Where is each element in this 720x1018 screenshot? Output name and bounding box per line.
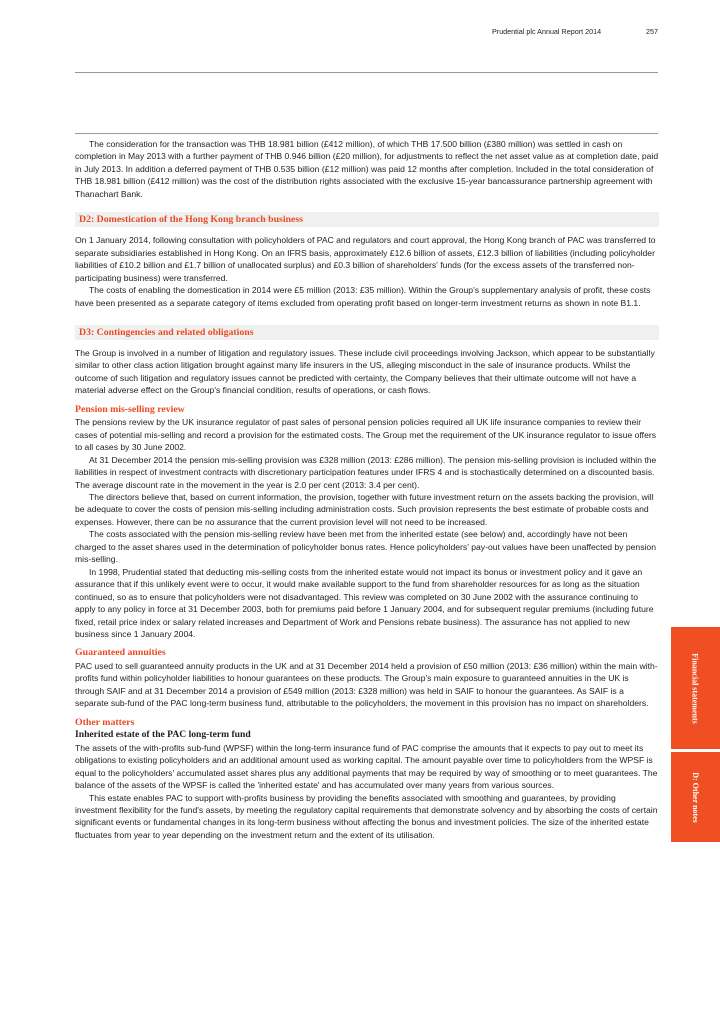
pension-heading: Pension mis-selling review	[75, 403, 185, 415]
financial-statements-tab-label: Financial statements	[691, 652, 700, 724]
pension-paragraph-1: The pensions review by the UK insurance regulator of past sales of personal pension policies required all UK life insurance companies to review their cases of potential mis-selling and record a provision for the estimated costs. The Group met the requirement of the UK insurance regulator to issue offers to all cases by 30 June 2002.	[75, 417, 657, 453]
intro-paragraph: The consideration for the transaction was THB 18.981 billion (£412 million), of which THB 17.500 billion (£380 million) was settled in cash on completion in May 2013 with a further payment of THB 0.946 billion (£20 million), for adjustments to reflect the net asset value as at completion date, paid in July 2013. In addition a deferred payment of THB 0.535 billion (£12 million) was paid 12 months after completion. Included in the total consideration of THB 18.981 billion (£412 million) was the cost of the distribution rights associated with the exclusive 15-year bancassurance partnership agreement with Thanachart Bank.	[75, 139, 659, 199]
main-content	[75, 138, 659, 841]
inherited-estate-paragraph-2: This estate enables PAC to support with-profits business by providing the benefits associated with smoothing and guarantees, by providing investment flexibility for the fund's assets, by meeting the regulatory capital requirements that demonstrate solvency and by absorbing the costs of certain significant events or fundamental changes in its long-term business without affecting the bonus and investment policies. The size of the inherited estate fluctuates from year to year depending on the investment return and the extent of its utilisation.	[75, 792, 658, 840]
content-divider	[75, 133, 658, 134]
d2-paragraph-2: The costs of enabling the domestication in 2014 were £5 million (2013: £35 million). Within the Group's supplementary analysis of profit, these costs have been presented as a separate category of items excluded from operating profit based on longer-term investment returns as shown in note B1.1.	[75, 285, 651, 308]
other-notes-tab[interactable]	[671, 752, 720, 842]
page-number: 257	[646, 27, 658, 36]
guaranteed-annuities-paragraph: PAC used to sell guaranteed annuity products in the UK and at 31 December 2014 held a provision of £50 million (2013: £36 million) within the main with-profits fund within policyholder liabilities to honour guarantees on these products. The Group's main exposure to guaranteed annuities in the UK is through SAIF and at 31 December 2014 a provision of £549 million (2013: £328 million) was held in SAIF to honour the guarantees. As SAIF is a separate sub-fund of the PAC long-term business fund, attributable to the policyholders, the movement in this provision has no impact on shareholders.	[75, 660, 658, 709]
pension-paragraph-5: In 1998, Prudential stated that deducting mis-selling costs from the inherited estate would not impact its bonus or investment policy and it gave an assurance that if this unlikely event were to occur, it would make available support to the fund from shareholder resources for as long as the situation continued, so as to ensure that policyholders were not disadvantaged. This review was completed on 30 June 2002 with the assurance continuing to apply to any policy in force at 31 December 2003, both for premiums paid before 1 January 2004, and for subsequent regular premiums (including future fixed, retail price index or salary related increases and Department of Work and Pensions rebate business). The assurance has not applied to new business since 1 January 2004.	[75, 566, 654, 639]
other-notes-tab-label: D: Other notes	[691, 771, 701, 823]
inherited-estate-heading: Inherited estate of the PAC long-term fund	[75, 729, 251, 741]
inherited-estate-paragraph-1: The assets of the with-profits sub-fund (WPSF) within the long-term insurance fund of PAC comprise the amounts that it expects to pay out to meet its obligations to existing policyholders and an additional amount used as working capital. The amount payable over time to policyholders from the WPSF is equal to the policyholders' accumulated asset shares plus any additional payments that may be required by way of smoothing or to meet guarantees. The balance of the assets of the WPSF is called the 'inherited estate' and has accumulated over many years from various sources.	[75, 742, 658, 791]
pension-paragraph-2: At 31 December 2014 the pension mis-selling provision was £328 million (2013: £286 million). The pension mis-selling provision is included within the liabilities in respect of investment contracts with discretionary participation features under IFRS 4 and is stochastically determined on a discounted basis. The average discount rate in the movement in the year is 2.0 per cent (2013: 3.4 per cent).	[75, 454, 657, 490]
d2-paragraph-1: On 1 January 2014, following consultation with policyholders of PAC and regulators and court approval, the Hong Kong branch of PAC was transferred to separate subsidiaries established in Hong Kong. On an IFRS basis, approximately £12.6 billion of assets, £12.3 billion of liabilities (including policyholder liabilities of £10.2 billion and £1.7 billion of unallocated surplus) and £0.3 billion of shareholders' funds (for the excess assets of the transferred non-participating business) were transferred.	[75, 235, 656, 283]
d2-heading: D2: Domestication of the Hong Kong branch business	[75, 212, 659, 227]
guaranteed-annuities-heading: Guaranteed annuities	[75, 647, 166, 659]
d3-heading: D3: Contingencies and related obligations	[75, 325, 659, 340]
header-divider	[75, 72, 658, 73]
pension-paragraph-3: The directors believe that, based on current information, the provision, together with future investment return on the assets backing the provision, will be adequate to cover the costs of pension mis-selling including administration costs. Such provision represents the best estimate of probable costs and expenses. However, there can be no assurance that the current provision level will not need to be increased.	[75, 492, 654, 527]
pension-paragraph-4: The costs associated with the pension mis-selling review have been met from the inherited estate (see below) and, accordingly have not been charged to the asset shares used in the determination of policyholder bonus rates. Hence policyholders' pay-out values have been unaffected by pension mis-selling.	[75, 529, 656, 565]
report-title: Prudential plc Annual Report 2014	[492, 27, 602, 36]
d3-paragraph-1: The Group is involved in a number of litigation and regulatory issues. These include civil proceedings involving Jackson, which appear to be substantially similar to other class action litigation brought against many life insurers in the US, alleging misconduct in the sale of insurance products. Whilst the outcome of such litigation and regulatory issues cannot be predicted with certainty, the Company believes that their ultimate outcome will not have a material adverse effect on the Group's financial condition, results of operations, or cash flows.	[75, 347, 655, 396]
other-matters-heading: Other matters	[75, 716, 135, 728]
running-header	[0, 27, 720, 39]
financial-statements-tab[interactable]	[671, 627, 720, 749]
